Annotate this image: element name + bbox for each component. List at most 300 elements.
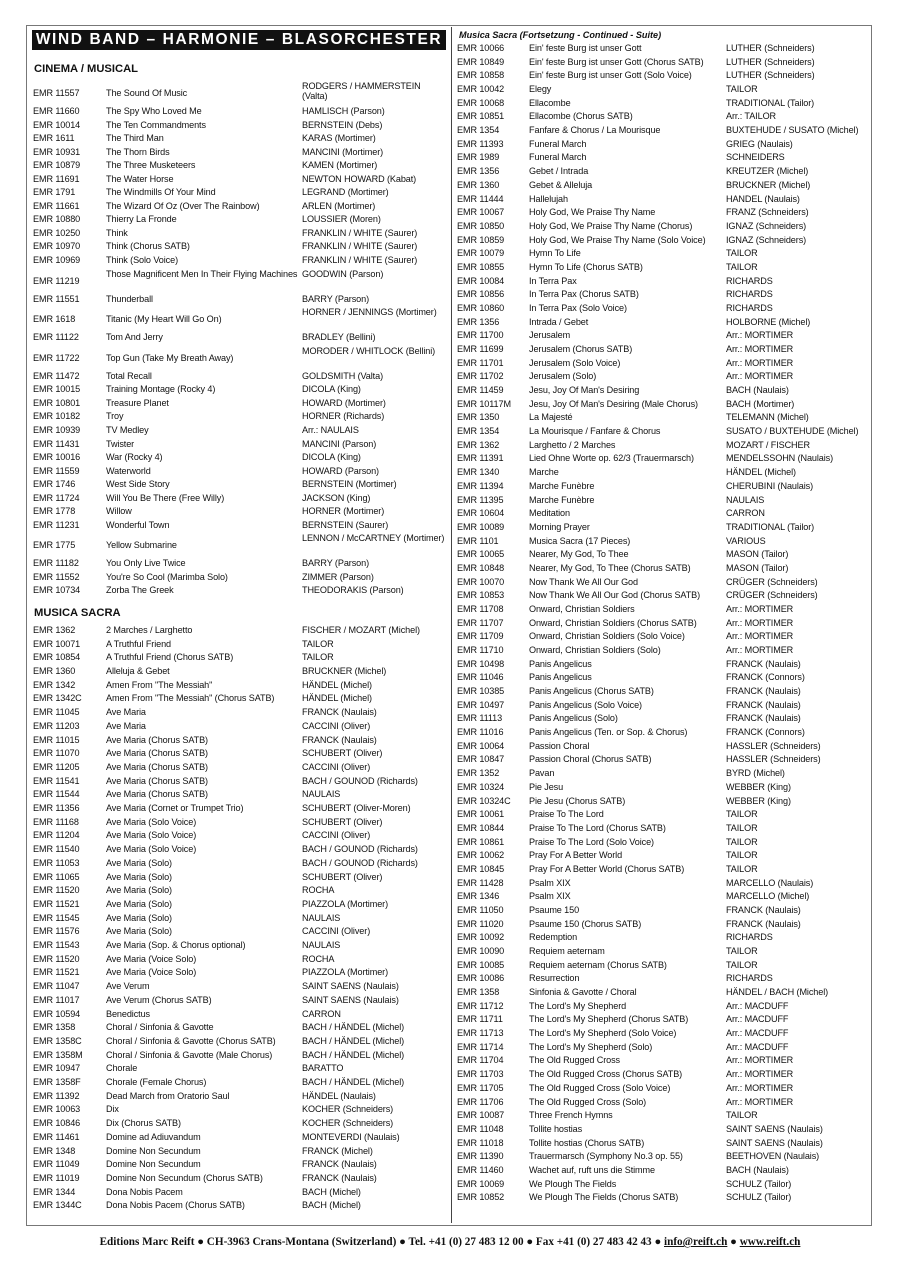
work-title: Gebet / Intrada: [529, 166, 589, 177]
work-title: Onward, Christian Soldiers: [529, 603, 635, 614]
work-title: Dona Nobis Pacem: [106, 1186, 183, 1197]
work-title: Holy God, We Praise Thy Name: [529, 207, 656, 218]
work-title: Ave Maria (Solo Voice): [106, 830, 197, 841]
work-title: Panis Angelicus: [529, 672, 592, 683]
composer-arranger: NAULAIS: [302, 940, 341, 951]
work-title: Gebet & Alleluja: [529, 179, 593, 190]
work-title: 2 Marches / Larghetto: [106, 625, 193, 635]
catalog-number: EMR 11065: [33, 871, 80, 882]
catalog-number: EMR 11700: [457, 330, 504, 341]
catalog-number: EMR 1342: [33, 679, 76, 690]
work-title: Passion Choral: [529, 740, 590, 751]
catalog-number: EMR 11701: [457, 357, 504, 368]
catalog-number: EMR 11053: [33, 857, 80, 868]
catalog-number: EMR 10117M: [457, 398, 511, 409]
catalog-number: EMR 1354: [457, 426, 500, 437]
work-title: The Old Rugged Cross: [529, 1055, 621, 1066]
work-title: A Truthful Friend: [106, 638, 172, 649]
catalog-number: EMR 10070: [457, 576, 505, 587]
catalog-number: EMR 11559: [33, 465, 80, 476]
catalog-number: EMR 10324C: [457, 795, 511, 806]
catalog-number: EMR 11705: [457, 1082, 504, 1093]
catalog-number: EMR 10970: [33, 241, 81, 252]
composer-arranger: SAINT SAENS (Naulais): [726, 1137, 823, 1148]
composer-arranger: KAMEN (Mortimer): [302, 160, 378, 171]
work-title: Praise To The Lord (Solo Voice): [529, 836, 654, 847]
work-title: Requiem aeternam: [529, 946, 605, 957]
catalog-number: EMR 10065: [457, 549, 505, 560]
work-title: Ave Maria (Solo): [106, 885, 172, 896]
catalog-number: EMR 10846: [33, 1118, 81, 1129]
composer-arranger: BACH (Mortimer): [726, 398, 795, 409]
catalog-number: EMR 10853: [457, 590, 505, 601]
composer-arranger: FRANCK (Naulais): [726, 713, 801, 724]
work-title: Ave Maria (Solo): [106, 912, 172, 923]
composer-arranger: MASON (Tailor): [726, 562, 789, 573]
catalog-number: EMR 1101: [457, 535, 499, 546]
composer-arranger: CRÜGER (Schneiders): [726, 576, 818, 587]
composer-arranger: BACH (Naulais): [726, 385, 789, 396]
composer-arranger: TAILOR: [726, 261, 758, 272]
work-title: Jesu, Joy Of Man's Desiring: [529, 385, 640, 396]
work-title: Psaume 150 (Chorus SATB): [529, 918, 642, 929]
catalog-number: EMR 10497: [457, 699, 505, 710]
catalog-number: EMR 11231: [33, 519, 80, 530]
website-link[interactable]: www.reift.ch: [739, 1236, 801, 1248]
catalog-banner: WIND BAND – HARMONIE – BLASORCHESTER: [32, 30, 446, 50]
composer-arranger: HASSLER (Schneiders): [726, 754, 821, 765]
composer-arranger: FRANCK (Naulais): [726, 918, 801, 929]
catalog-number: EMR 10068: [457, 97, 505, 108]
composer-arranger: SCHNEIDERS: [726, 152, 785, 163]
catalog-number: EMR 1358C: [33, 1035, 82, 1046]
work-title: Ave Maria: [106, 720, 146, 731]
composer-arranger: Arr.: MORTIMER: [726, 330, 794, 341]
composer-arranger: FRANCK (Connors): [726, 727, 805, 738]
composer-arranger: KOCHER (Schneiders): [302, 1118, 394, 1129]
composer-arranger: Arr.: MORTIMER: [726, 371, 794, 382]
work-title: The Old Rugged Cross (Solo): [529, 1096, 647, 1107]
catalog-number: EMR 11018: [457, 1137, 504, 1148]
catalog-number: EMR 11122: [33, 332, 79, 343]
catalog-number: EMR 10734: [33, 585, 81, 596]
catalog-number: EMR 10851: [457, 111, 505, 122]
composer-arranger: BACH (Michel): [302, 1200, 361, 1211]
composer-arranger: ROCHA: [302, 953, 335, 964]
catalog-number: EMR 1352: [457, 768, 500, 779]
work-title: Larghetto / 2 Marches: [529, 439, 616, 450]
catalog-number: EMR 10066: [457, 43, 505, 53]
composer-arranger: HÄNDEL (Michel): [726, 467, 796, 478]
composer-arranger: ROCHA: [302, 885, 335, 896]
work-title: Choral / Sinfonia & Gavotte (Male Chorus): [106, 1049, 273, 1060]
catalog-number: EMR 10855: [457, 261, 505, 272]
composer-arranger: CACCINI (Oliver): [302, 830, 371, 841]
composer-arranger: Arr.: MACDUFF: [726, 1028, 789, 1039]
composer-arranger: FRANCK (Connors): [726, 672, 805, 683]
work-title: Think (Chorus SATB): [106, 241, 190, 252]
section-heading-musica-sacra: MUSICA SACRA: [34, 607, 121, 619]
composer-arranger: FRANCK (Naulais): [302, 707, 377, 718]
composer-arranger: Arr.: MORTIMER: [726, 645, 794, 656]
work-title: Thunderball: [106, 293, 153, 304]
catalog-number: EMR 1775: [33, 540, 76, 551]
catalog-number: EMR 11699: [457, 344, 504, 354]
catalog-number: EMR 11047: [33, 981, 80, 992]
composer-arranger: THEODORAKIS (Parson): [302, 585, 404, 596]
catalog-number: EMR 11520: [33, 885, 80, 896]
composer-arranger: FRANCK (Naulais): [302, 1159, 377, 1170]
work-title: Training Montage (Rocky 4): [106, 384, 216, 395]
composer-arranger: SAINT SAENS (Naulais): [302, 994, 399, 1005]
catalog-number: EMR 11017: [33, 994, 80, 1005]
work-title: Will You Be There (Free Willy): [106, 492, 225, 503]
composer-arranger: HÄNDEL (Michel): [302, 679, 372, 690]
catalog-number: EMR 10931: [33, 146, 81, 157]
work-title: Passion Choral (Chorus SATB): [529, 754, 652, 765]
catalog-number: EMR 10498: [457, 658, 505, 669]
composer-arranger: TAILOR: [726, 84, 758, 95]
work-title: Ave Verum (Chorus SATB): [106, 994, 212, 1005]
work-title: Alleluja & Gebet: [106, 666, 170, 677]
catalog-number: EMR 11543: [33, 940, 80, 951]
catalog-number: EMR 1611: [33, 133, 75, 144]
composer-arranger: NEWTON HOWARD (Kabat): [302, 173, 417, 184]
catalog-number: EMR 11706: [457, 1096, 504, 1107]
work-title: Dix: [106, 1104, 119, 1115]
work-title: Hymn To Life: [529, 248, 581, 259]
catalog-number: EMR 10879: [33, 160, 81, 171]
work-title: Pray For A Better World: [529, 850, 623, 861]
work-title: Domine Non Secundum: [106, 1145, 201, 1156]
work-title: Holy God, We Praise Thy Name (Chorus): [529, 220, 693, 231]
column-divider: [451, 27, 452, 1223]
catalog-number: EMR 11552: [33, 571, 80, 582]
work-title: Think: [106, 227, 128, 238]
work-title: Psalm XIX: [529, 891, 571, 902]
work-title: Onward, Christian Soldiers (Chorus SATB): [529, 617, 697, 628]
composer-arranger: FRANKLIN / WHITE (Saurer): [302, 227, 418, 238]
work-title: Pie Jesu: [529, 781, 564, 792]
composer-arranger: FRANCK (Naulais): [302, 734, 377, 745]
composer-arranger: TAILOR: [726, 809, 758, 820]
catalog-number: EMR 10085: [457, 959, 505, 970]
catalog-number: EMR 11019: [33, 1172, 80, 1183]
catalog-number: EMR 10324: [457, 781, 505, 792]
work-title: Total Recall: [106, 370, 152, 381]
work-title: Tom And Jerry: [106, 332, 163, 343]
catalog-number: EMR 11459: [457, 385, 504, 396]
work-title: Ave Maria (Cornet or Trumpet Trio): [106, 803, 244, 814]
composer-arranger: TAILOR: [726, 248, 758, 259]
composer-arranger: MANCINI (Mortimer): [302, 146, 384, 157]
catalog-number: EMR 11356: [33, 803, 80, 814]
catalog-number: EMR 1358M: [33, 1049, 83, 1060]
composer-arranger: MARCELLO (Naulais): [726, 877, 814, 888]
composer-arranger: Arr.: MORTIMER: [726, 1082, 794, 1093]
composer-arranger: SCHUBERT (Oliver): [302, 871, 383, 882]
catalog-number: EMR 10067: [457, 207, 505, 218]
catalog-number: EMR 11393: [457, 138, 504, 149]
catalog-number: EMR 10086: [457, 973, 505, 984]
composer-arranger: FRANZ (Schneiders): [726, 207, 809, 218]
work-title: Onward, Christian Soldiers (Solo Voice): [529, 631, 685, 642]
work-title: War (Rocky 4): [106, 452, 163, 463]
work-title: Ave Maria (Solo): [106, 857, 172, 868]
work-title: Amen From "The Messiah" (Chorus SATB): [106, 693, 275, 704]
catalog-number: EMR 10063: [33, 1104, 81, 1115]
composer-arranger: BARRY (Parson): [302, 293, 369, 304]
work-title: Hymn To Life (Chorus SATB): [529, 261, 643, 272]
work-title: Ave Maria (Chorus SATB): [106, 761, 208, 772]
catalog-number: EMR 11070: [33, 748, 80, 759]
catalog-number: EMR 10071: [33, 638, 81, 649]
composer-arranger: LEGRAND (Mortimer): [302, 187, 389, 198]
work-title: Resurrection: [529, 973, 580, 984]
work-title: Domine Non Secundum (Chorus SATB): [106, 1172, 263, 1183]
composer-arranger: BACH / GOUNOD (Richards): [302, 844, 418, 855]
work-title: Meditation: [529, 508, 570, 519]
catalog-number: EMR 11707: [457, 617, 504, 628]
composer-arranger: LOUSSIER (Moren): [302, 214, 381, 225]
composer-arranger: SUSATO / BUXTEHUDE (Michel): [726, 426, 859, 437]
catalog-number: EMR 11710: [457, 645, 504, 656]
catalog-number: EMR 11521: [33, 967, 80, 978]
catalog-number: EMR 11576: [33, 926, 80, 937]
composer-arranger: LUTHER (Schneiders): [726, 70, 815, 81]
catalog-number: EMR 11708: [457, 603, 504, 614]
composer-arranger: RICHARDS: [726, 275, 773, 286]
catalog-number: EMR 1362: [33, 625, 76, 635]
catalog-number: EMR 1348: [33, 1145, 76, 1156]
composer-arranger: BERNSTEIN (Saurer): [302, 519, 389, 530]
composer-arranger: BERNSTEIN (Debs): [302, 119, 383, 130]
work-title: Pray For A Better World (Chorus SATB): [529, 863, 685, 874]
composer-arranger: LENNON / McCARTNEY (Mortimer): [302, 533, 445, 544]
composer-arranger: Arr.: MORTIMER: [726, 631, 794, 642]
work-title: Those Magnificent Men In Their Flying Machines: [106, 268, 298, 279]
work-title: Amen From "The Messiah": [106, 679, 213, 690]
work-title: Top Gun (Take My Breath Away): [106, 352, 234, 363]
composer-arranger: BRUCKNER (Michel): [726, 179, 811, 190]
work-title: Musica Sacra (17 Pieces): [529, 535, 631, 546]
catalog-number: EMR 10860: [457, 302, 505, 313]
composer-arranger: Arr.: MORTIMER: [726, 344, 794, 354]
composer-arranger: HANDEL (Naulais): [726, 193, 800, 204]
composer-arranger: VARIOUS: [726, 535, 766, 546]
catalog-number: EMR 10880: [33, 214, 81, 225]
work-title: Marche: [529, 467, 559, 478]
work-title: Think (Solo Voice): [106, 255, 178, 266]
work-title: In Terra Pax: [529, 275, 577, 286]
composer-arranger: BACH / HÄNDEL (Michel): [302, 1022, 405, 1033]
catalog-number: EMR 10089: [457, 521, 505, 532]
catalog-number: EMR 10947: [33, 1063, 81, 1074]
catalog-number: EMR 1358: [33, 1022, 76, 1033]
catalog-number: EMR 11545: [33, 912, 80, 923]
catalog-number: EMR 11551: [33, 293, 80, 304]
work-title: In Terra Pax (Chorus SATB): [529, 289, 639, 300]
composer-arranger: BRUCKNER (Michel): [302, 666, 387, 677]
composer-arranger: HÄNDEL (Michel): [302, 693, 372, 704]
catalog-number: EMR 1346: [457, 891, 500, 902]
composer-arranger: FRANCK (Naulais): [726, 658, 801, 669]
catalog-number: EMR 11712: [457, 1000, 504, 1011]
work-title: Waterworld: [106, 465, 151, 476]
work-title: Now Thank We All Our God (Chorus SATB): [529, 590, 701, 601]
catalog-number: EMR 10084: [457, 275, 505, 286]
catalog-number: EMR 11015: [33, 734, 80, 745]
work-title: Morning Prayer: [529, 521, 590, 532]
catalog-number: EMR 1618: [33, 314, 76, 325]
composer-arranger: DICOLA (King): [302, 384, 361, 395]
composer-arranger: BACH / GOUNOD (Richards): [302, 775, 418, 786]
catalog-number: EMR 10594: [33, 1008, 81, 1019]
catalog-number: EMR 11722: [33, 352, 80, 363]
composer-arranger: RICHARDS: [726, 973, 773, 984]
work-title: Three French Hymns: [529, 1110, 613, 1121]
catalog-number: EMR 1342C: [33, 693, 82, 704]
catalog-number: EMR 11113: [457, 713, 503, 724]
catalog-number: EMR 11168: [33, 816, 79, 827]
work-title: Trauermarsch (Symphony No.3 op. 55): [529, 1151, 683, 1162]
work-title: The Lord's My Shepherd: [529, 1000, 627, 1011]
footer-separator: ●: [727, 1236, 740, 1248]
work-title: Psaume 150: [529, 904, 580, 915]
composer-arranger: CRÜGER (Schneiders): [726, 590, 818, 601]
work-title: Domine ad Adiuvandum: [106, 1131, 201, 1142]
work-title: The Wizard Of Oz (Over The Rainbow): [106, 200, 260, 211]
catalog-number: EMR 10062: [457, 850, 505, 861]
catalog-number: EMR 11709: [457, 631, 504, 642]
catalog-number: EMR 11713: [457, 1028, 504, 1039]
composer-arranger: BRADLEY (Bellini): [302, 332, 376, 343]
composer-arranger: TAILOR: [726, 836, 758, 847]
work-title: The Thorn Birds: [106, 146, 170, 157]
work-title: Treasure Planet: [106, 397, 169, 408]
composer-arranger: Arr.: NAULAIS: [302, 424, 359, 435]
catalog-number: EMR 11472: [33, 370, 80, 381]
work-title: The Spy Who Loved Me: [106, 106, 202, 117]
composer-arranger: Arr.: TAILOR: [726, 111, 777, 122]
work-title: Lied Ohne Worte op. 62/3 (Trauermarsch): [529, 453, 694, 464]
catalog-number: EMR 11431: [33, 438, 80, 449]
email-link[interactable]: info@reift.ch: [664, 1236, 728, 1248]
catalog-number: EMR 1344C: [33, 1200, 82, 1211]
composer-arranger: BARATTO: [302, 1063, 344, 1074]
work-title: Choral / Sinfonia & Gavotte (Chorus SATB): [106, 1035, 276, 1046]
catalog-number: EMR 1989: [457, 152, 500, 163]
work-title: Ave Maria (Solo Voice): [106, 816, 197, 827]
composer-arranger: CACCINI (Oliver): [302, 926, 371, 937]
catalog-number: EMR 10087: [457, 1110, 505, 1121]
composer-arranger: HÄNDEL / BACH (Michel): [726, 987, 829, 998]
work-title: Nearer, My God, To Thee: [529, 549, 629, 560]
catalog-number: EMR 1778: [33, 506, 76, 517]
composer-arranger: HOLBORNE (Michel): [726, 316, 811, 327]
composer-arranger: ZIMMER (Parson): [302, 571, 374, 582]
catalog-number: EMR 11711: [457, 1014, 503, 1025]
composer-arranger: DICOLA (King): [302, 452, 361, 463]
catalog-number: EMR 10856: [457, 289, 505, 300]
work-title: Requiem aeternam (Chorus SATB): [529, 959, 667, 970]
work-title: Jerusalem (Solo): [529, 371, 597, 382]
composer-arranger: FRANCK (Naulais): [726, 904, 801, 915]
composer-arranger: FRANKLIN / WHITE (Saurer): [302, 241, 418, 252]
catalog-number: EMR 11048: [457, 1123, 504, 1134]
composer-arranger: HOWARD (Mortimer): [302, 397, 386, 408]
catalog-number: EMR 11541: [33, 775, 80, 786]
composer-arranger: RODGERS / HAMMERSTEIN (Valta): [302, 81, 421, 102]
work-title: Ave Maria (Chorus SATB): [106, 789, 208, 800]
catalog-number: EMR 10250: [33, 227, 81, 238]
work-title: Intrada / Gebet: [529, 316, 589, 327]
catalog-number: EMR 11050: [457, 904, 504, 915]
catalog-number: EMR 1360: [33, 666, 76, 677]
catalog-number: EMR 10969: [33, 255, 81, 266]
composer-arranger: CACCINI (Oliver): [302, 720, 371, 731]
composer-arranger: FRANKLIN / WHITE (Saurer): [302, 255, 418, 266]
catalog-number: EMR 11703: [457, 1069, 504, 1080]
work-title: Choral / Sinfonia & Gavotte: [106, 1022, 214, 1033]
composer-arranger: TAILOR: [726, 1110, 758, 1121]
work-title: The Water Horse: [106, 173, 174, 184]
work-title: Tollite hostias (Chorus SATB): [529, 1137, 645, 1148]
composer-arranger: LUTHER (Schneiders): [726, 56, 815, 67]
composer-arranger: KOCHER (Schneiders): [302, 1104, 394, 1115]
catalog-number: EMR 11391: [457, 453, 504, 464]
composer-arranger: ARLEN (Mortimer): [302, 200, 376, 211]
composer-arranger: MOZART / FISCHER: [726, 439, 810, 450]
catalog-number: EMR 10014: [33, 119, 81, 130]
work-title: Now Thank We All Our God: [529, 576, 638, 587]
work-title: The Ten Commandments: [106, 119, 206, 130]
composer-arranger: KARAS (Mortimer): [302, 133, 376, 144]
composer-arranger: HORNER (Mortimer): [302, 506, 385, 517]
catalog-number: EMR 11046: [457, 672, 504, 683]
work-title: Ave Maria (Voice Solo): [106, 953, 197, 964]
composer-arranger: FISCHER / MOZART (Michel): [302, 625, 420, 635]
composer-arranger: TRADITIONAL (Tailor): [726, 521, 815, 532]
work-title: Ave Maria (Solo): [106, 898, 172, 909]
catalog-number: EMR 10801: [33, 397, 81, 408]
composer-arranger: RICHARDS: [726, 302, 773, 313]
composer-arranger: SAINT SAENS (Naulais): [726, 1123, 823, 1134]
catalog-number: EMR 1354: [457, 125, 500, 136]
work-title: Praise To The Lord (Chorus SATB): [529, 822, 666, 833]
catalog-number: EMR 11203: [33, 720, 80, 731]
catalog-number: EMR 11182: [33, 558, 79, 569]
work-title: Praise To The Lord: [529, 809, 604, 820]
catalog-number: EMR 11460: [457, 1164, 504, 1175]
composer-arranger: CHERUBINI (Naulais): [726, 480, 814, 491]
composer-arranger: TAILOR: [302, 652, 334, 663]
composer-arranger: GRIEG (Naulais): [726, 138, 793, 149]
composer-arranger: MENDELSSOHN (Naulais): [726, 453, 834, 464]
composer-arranger: TAILOR: [726, 822, 758, 833]
work-title: Ein' feste Burg ist unser Gott: [529, 43, 642, 53]
catalog-number: EMR 10092: [457, 932, 505, 943]
composer-arranger: WEBBER (King): [726, 781, 791, 792]
work-title: Pavan: [529, 768, 555, 779]
work-title: Ave Verum: [106, 981, 150, 992]
work-title: Jesu, Joy Of Man's Desiring (Male Chorus): [529, 398, 698, 409]
catalog-number: EMR 11049: [33, 1159, 80, 1170]
work-title: Hallelujah: [529, 193, 568, 204]
work-title: Willow: [106, 506, 132, 517]
catalog-number: EMR 11205: [33, 761, 80, 772]
catalog-number: EMR 10852: [457, 1192, 505, 1203]
